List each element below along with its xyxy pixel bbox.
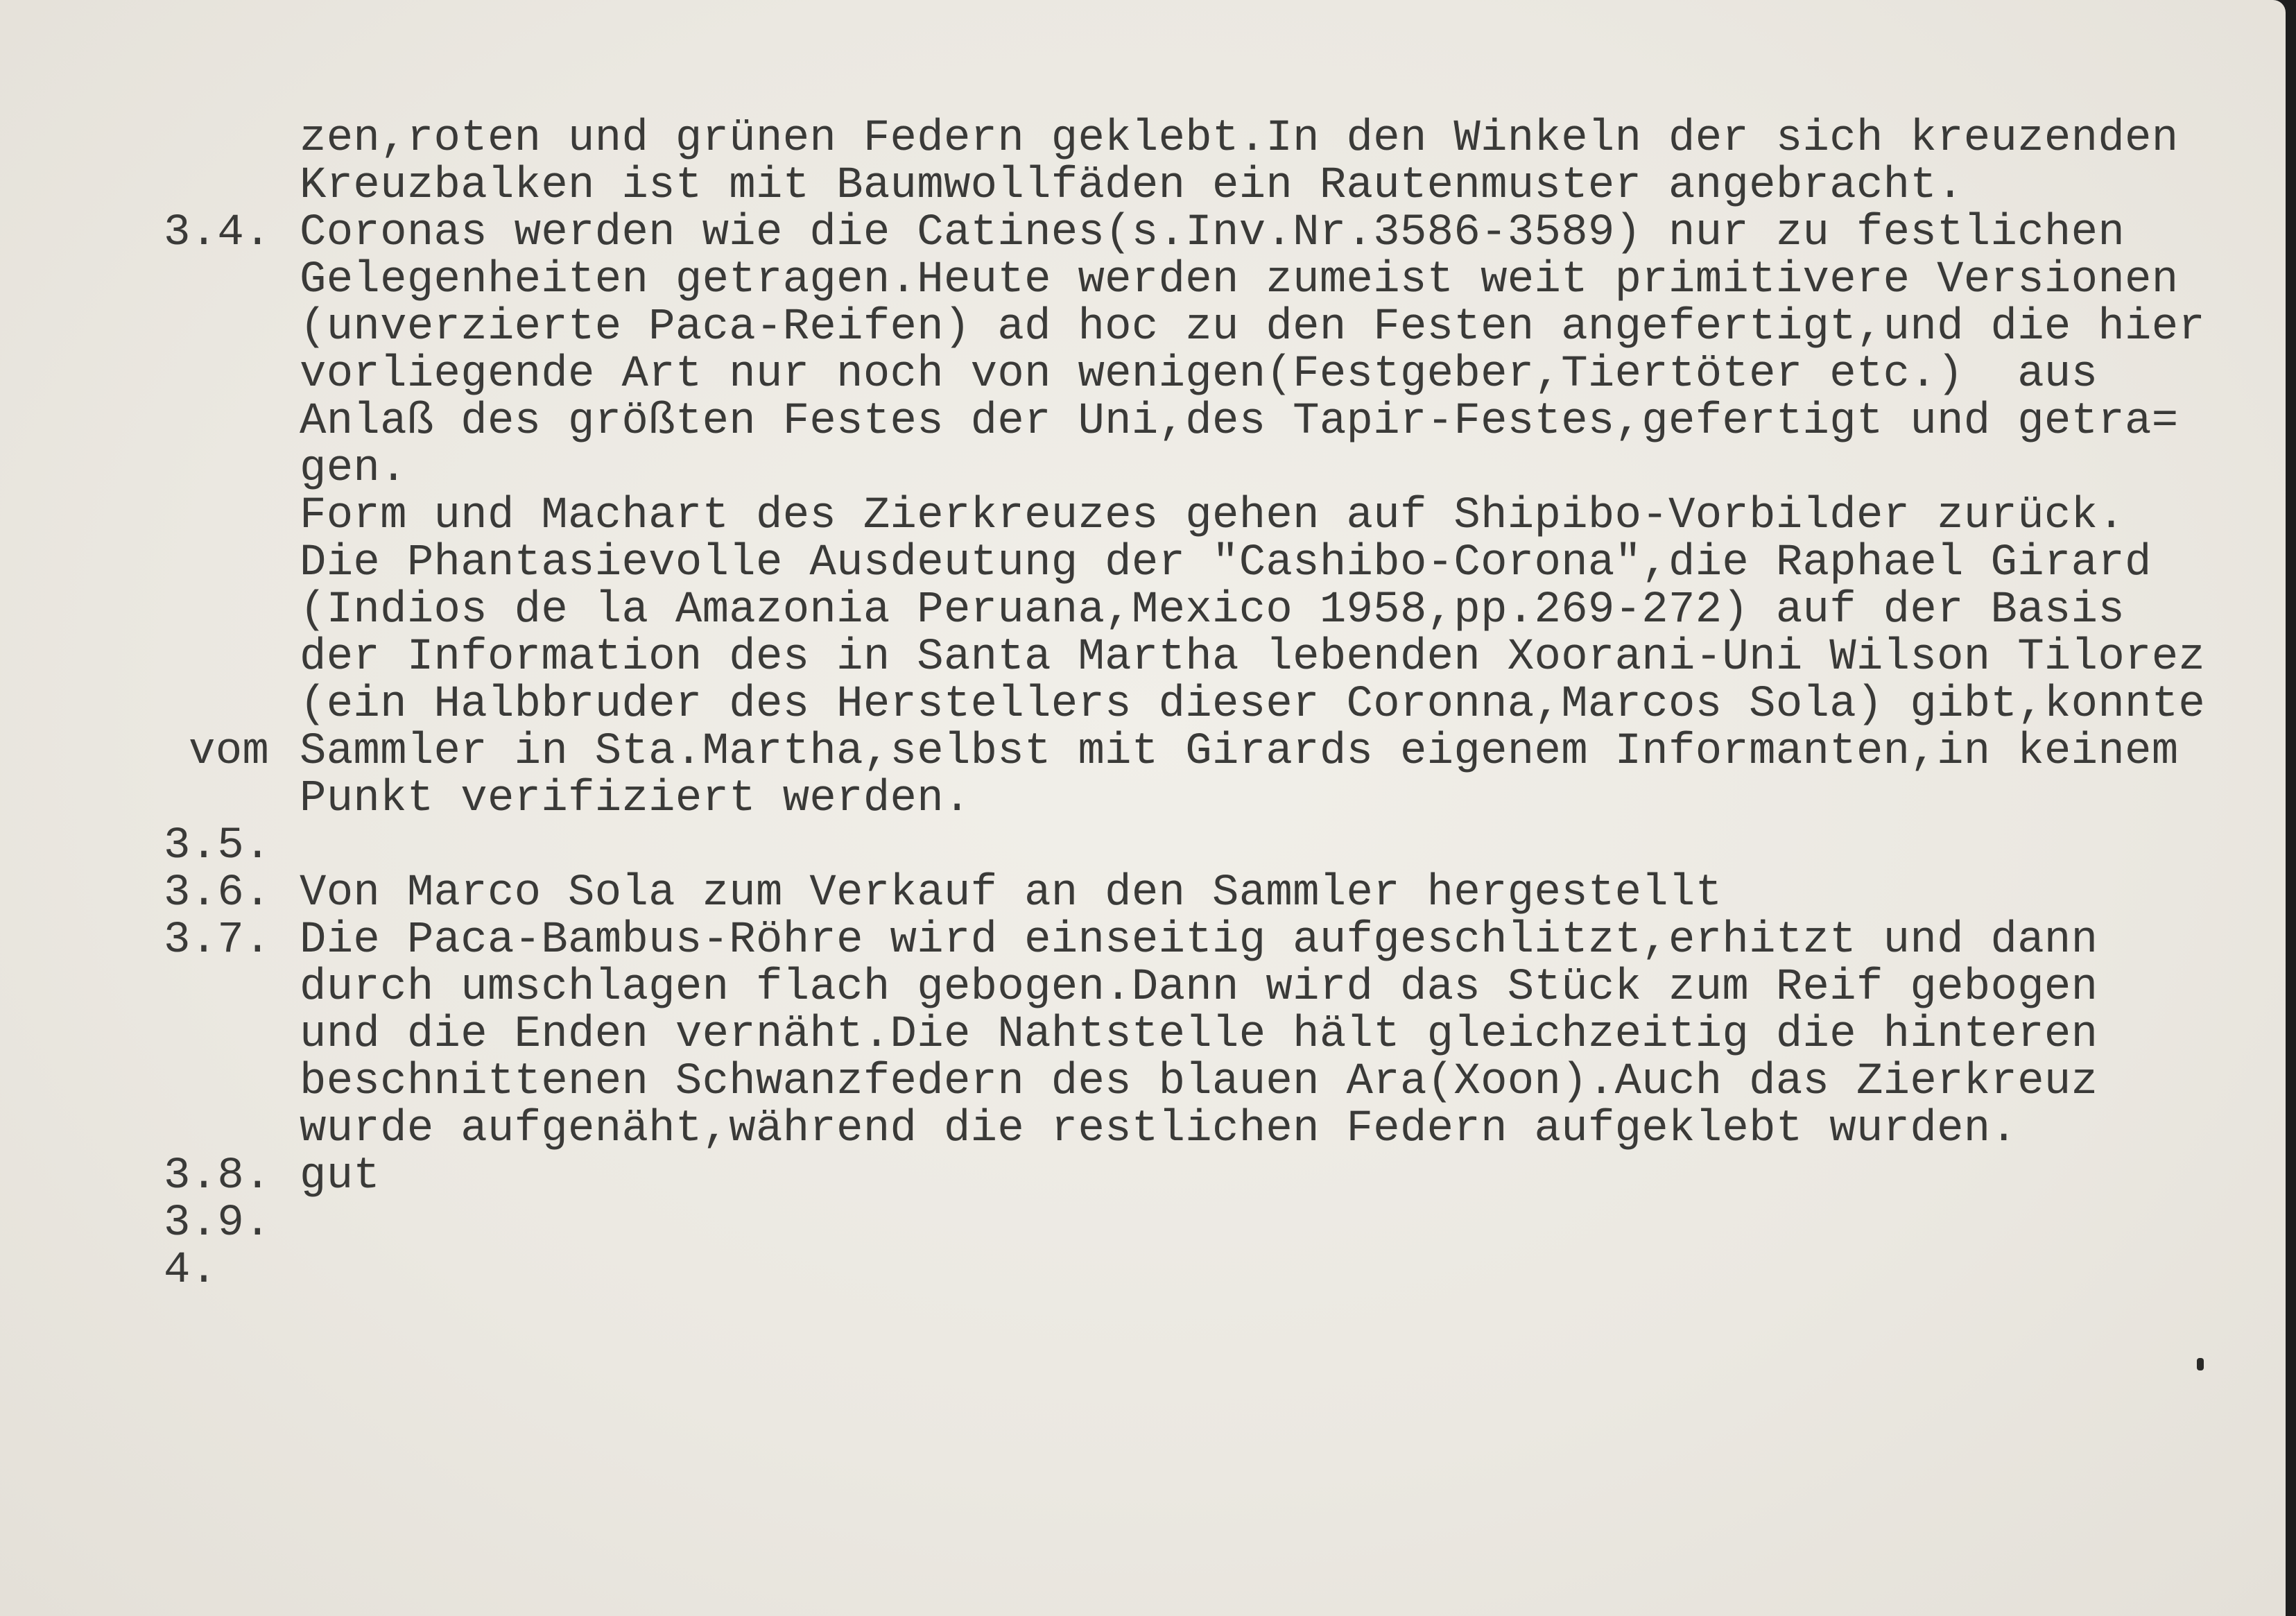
ink-dot bbox=[2197, 1358, 2204, 1370]
text-line bbox=[0, 821, 271, 871]
text-line bbox=[0, 350, 2098, 399]
text-line bbox=[0, 114, 2179, 164]
text-line bbox=[0, 1010, 2098, 1060]
line-text: Die Paca-Bambus-Röhre wird einseitig aufgeschlitzt,erhitzt und dann bbox=[300, 916, 2098, 965]
line-text: Anlaß des größten Festes der Uni,des Tapir-Festes,gefertigt und getra= bbox=[300, 397, 2179, 447]
line-text: zen,roten und grünen Federn geklebt.In den Winkeln der sich kreuzenden bbox=[300, 114, 2179, 164]
line-text: der Information des in Santa Martha lebenden Xoorani-Uni Wilson Tilorez bbox=[300, 633, 2206, 682]
line-text: gen. bbox=[300, 444, 407, 494]
text-line bbox=[0, 1057, 2098, 1107]
text-line bbox=[0, 491, 2125, 541]
line-text: und die Enden vernäht.Die Nahtstelle hält gleichzeitig die hinteren bbox=[300, 1010, 2098, 1060]
line-text: Kreuzbalken ist mit Baumwollfäden ein Rautenmuster angebracht. bbox=[300, 161, 1964, 211]
line-text: Gelegenheiten getragen.Heute werden zumeist weit primitivere Versionen bbox=[300, 255, 2179, 305]
text-line bbox=[0, 1104, 2018, 1154]
text-line bbox=[0, 963, 2098, 1013]
text-line bbox=[0, 1246, 218, 1296]
text-line bbox=[0, 1198, 271, 1248]
text-line bbox=[0, 1151, 381, 1201]
text-line bbox=[0, 774, 971, 824]
line-text: Sammler in Sta.Martha,selbst mit Girards eigenem Informanten,in keinem bbox=[300, 727, 2179, 777]
line-text: Von Marco Sola zum Verkauf an den Sammler hergestellt bbox=[300, 868, 1723, 918]
line-number: 3.8. bbox=[164, 1151, 271, 1201]
line-number: vom bbox=[189, 727, 270, 777]
line-number: 3.5. bbox=[164, 821, 271, 871]
line-text: wurde aufgenäht,während die restlichen Federn aufgeklebt wurden. bbox=[300, 1104, 2018, 1154]
line-text: gut bbox=[300, 1151, 381, 1201]
line-text: Punkt verifiziert werden. bbox=[300, 774, 971, 824]
line-number: 3.7. bbox=[164, 916, 271, 965]
text-line bbox=[0, 680, 2206, 730]
scan-background-edge bbox=[2286, 0, 2296, 1616]
line-text: Die Phantasievolle Ausdeutung der "Cashibo-Corona",die Raphael Girard bbox=[300, 538, 2152, 588]
line-number: 3.9. bbox=[164, 1198, 271, 1248]
line-text: (unverzierte Paca-Reifen) ad hoc zu den Festen angefertigt,und die hier bbox=[300, 302, 2206, 352]
line-text: Coronas werden wie die Catines(s.Inv.Nr.3586-3589) nur zu festlichen bbox=[300, 208, 2125, 258]
text-line bbox=[0, 302, 2206, 352]
text-line bbox=[0, 397, 2179, 447]
line-text: durch umschlagen flach gebogen.Dann wird das Stück zum Reif gebogen bbox=[300, 963, 2098, 1013]
line-number: 4. bbox=[164, 1246, 218, 1296]
line-text: Form und Machart des Zierkreuzes gehen auf Shipibo-Vorbilder zurück. bbox=[300, 491, 2125, 541]
text-line bbox=[0, 161, 1964, 211]
text-line bbox=[0, 727, 2179, 777]
line-number: 3.4. bbox=[164, 208, 271, 258]
line-text: beschnittenen Schwanzfedern des blauen Ara(Xoon).Auch das Zierkreuz bbox=[300, 1057, 2098, 1107]
text-line bbox=[0, 208, 2125, 258]
line-text: vorliegende Art nur noch von wenigen(Festgeber,Tiertöter etc.) aus bbox=[300, 350, 2098, 399]
text-line bbox=[0, 633, 2206, 682]
line-text: (Indios de la Amazonia Peruana,Mexico 1958,pp.269-272) auf der Basis bbox=[300, 585, 2125, 635]
line-text: (ein Halbbruder des Herstellers dieser Coronna,Marcos Sola) gibt,konnte bbox=[300, 680, 2206, 730]
line-number: 3.6. bbox=[164, 868, 271, 918]
text-line bbox=[0, 255, 2179, 305]
text-line bbox=[0, 585, 2125, 635]
text-line bbox=[0, 444, 407, 494]
text-line bbox=[0, 916, 2098, 965]
text-line bbox=[0, 868, 1723, 918]
text-line bbox=[0, 538, 2152, 588]
